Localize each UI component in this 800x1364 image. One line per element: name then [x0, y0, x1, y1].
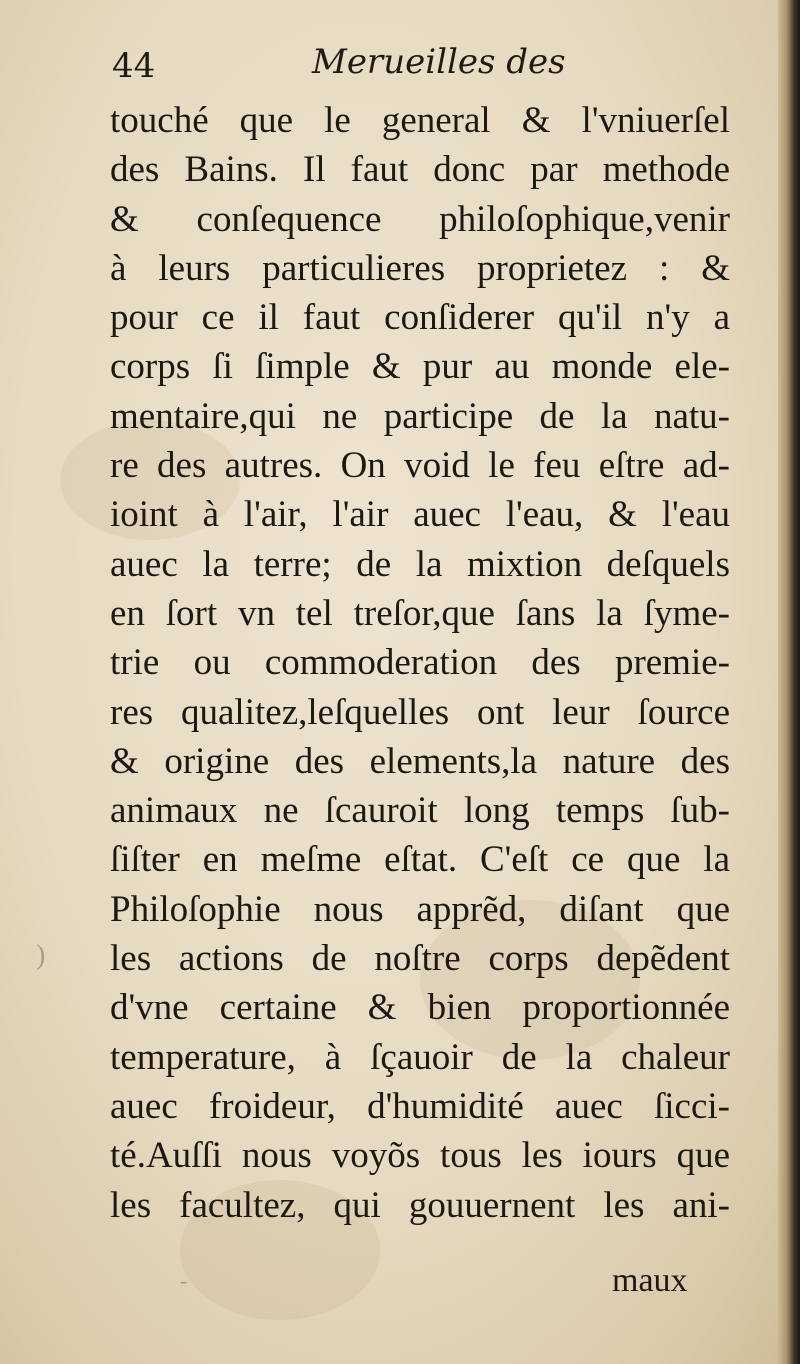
margin-mark: - [180, 1268, 188, 1293]
running-title: Merueilles des [312, 42, 566, 82]
margin-mark: ) [36, 940, 46, 971]
catchword: maux [612, 1262, 688, 1299]
text-line: en ſort vn tel treſor,que ſans la ſyme- [110, 592, 730, 634]
page-edge-shadow [778, 0, 800, 1364]
text-line: auec la terre; de la mixtion deſquels [110, 543, 730, 585]
text-line: corps ſi ſimple & pur au monde ele- [110, 346, 730, 388]
text-line: temperature, à ſçauoir de la chaleur [110, 1036, 730, 1078]
text-line: Philoſophie nous apprẽd, diſant que [110, 888, 730, 930]
body-text [110, 96, 730, 1276]
text-line: res qualitez,leſquelles ont leur ſource [110, 691, 730, 733]
text-line: re des autres. On void le feu eſtre ad- [110, 445, 730, 487]
page-number: 44 [112, 46, 156, 86]
text-line: ioint à l'air, l'air auec l'eau, & l'eau [110, 494, 730, 536]
text-line: & conſequence philoſophique,venir [110, 198, 730, 240]
text-line: mentaire,qui ne participe de la natu- [110, 395, 730, 437]
text-line: les facultez, qui gouuernent les ani- [110, 1184, 730, 1226]
text-line: pour ce il faut conſiderer qu'il n'y a [110, 297, 730, 339]
text-line: & origine des elements,la nature des [110, 740, 730, 782]
text-line: ſiſter en meſme eſtat. C'eſt ce que la [110, 839, 730, 881]
text-line: animaux ne ſcauroit long temps ſub- [110, 790, 730, 832]
page-header [112, 40, 712, 94]
text-line: auec froideur, d'humidité auec ſicci- [110, 1085, 730, 1127]
text-line: les actions de noſtre corps depẽdent [110, 938, 730, 980]
text-line: touché que le general & l'vniuerſel [110, 100, 730, 141]
text-line: té.Auſſi nous voyõs tous les iours que [110, 1135, 730, 1177]
text-line: d'vne certaine & bien proportionnée [110, 987, 730, 1029]
text-line: des Bains. Il faut donc par methode [110, 149, 730, 191]
text-line: trie ou commoderation des premie- [110, 642, 730, 684]
text-line: à leurs particulieres proprietez : & [110, 247, 730, 289]
